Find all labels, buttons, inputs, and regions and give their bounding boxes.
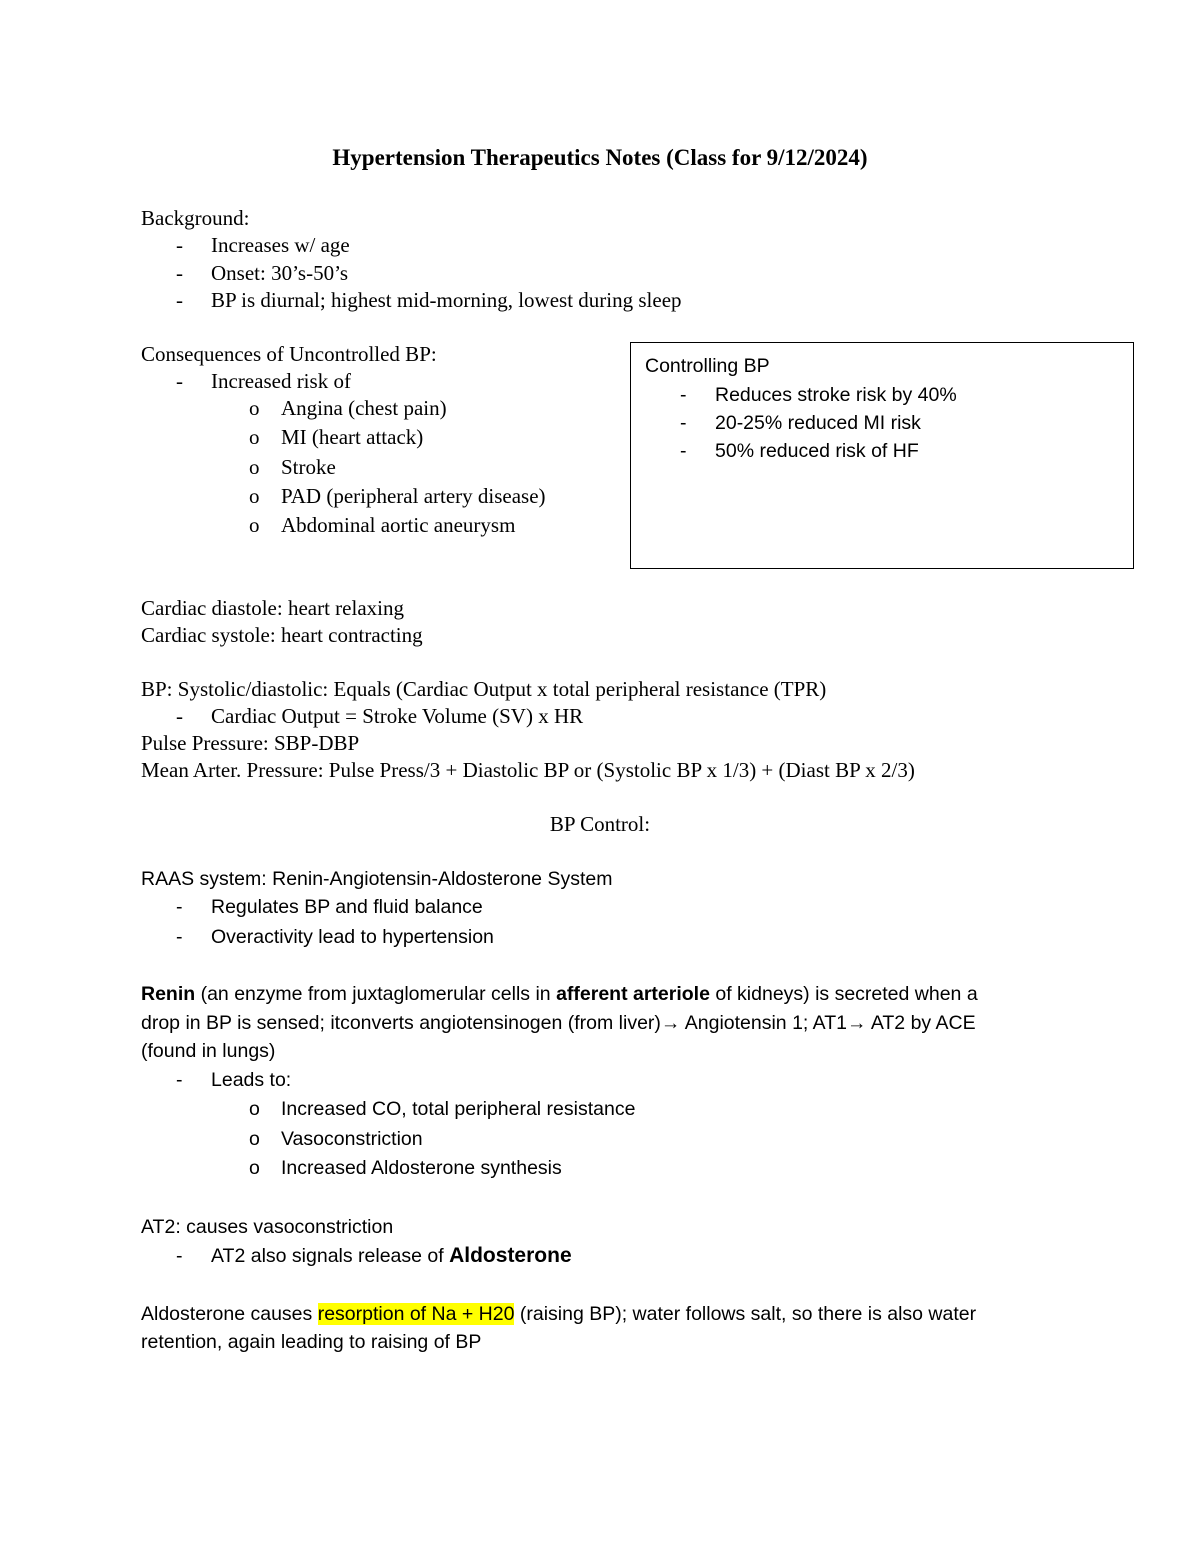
background-heading: Background: bbox=[141, 206, 250, 230]
pulse-pressure: Pulse Pressure: SBP-DBP bbox=[141, 731, 360, 755]
circle-bullet: o bbox=[249, 425, 260, 449]
list-item: - Increased risk of bbox=[141, 368, 351, 395]
list-item: - 20-25% reduced MI risk bbox=[645, 410, 921, 437]
dash-bullet: - bbox=[176, 261, 183, 285]
list-item: - Cardiac Output = Stroke Volume (SV) x HR bbox=[141, 703, 583, 730]
mean-arterial-pressure: Mean Arter. Pressure: Pulse Press/3 + Diastolic BP or (Systolic BP x 1/3) + (Diast BP x 2/3) bbox=[141, 758, 915, 782]
arrow-icon: → bbox=[660, 1012, 681, 1034]
list-item: - Regulates BP and fluid balance bbox=[141, 894, 483, 921]
aldosterone-line1: Aldosterone causes resorption of Na + H20 (raising BP); water follows salt, so there is also water bbox=[141, 1303, 977, 1325]
circle-bullet: o bbox=[249, 1128, 260, 1150]
cardiac-diastole: Cardiac diastole: heart relaxing bbox=[141, 596, 404, 620]
sub-list-item: o Angina (chest pain) bbox=[141, 395, 447, 422]
list-item: - BP is diurnal; highest mid-morning, lowest during sleep bbox=[141, 287, 682, 314]
dash-bullet: - bbox=[176, 926, 183, 948]
circle-bullet: o bbox=[249, 513, 260, 537]
cardiac-systole: Cardiac systole: heart contracting bbox=[141, 623, 423, 647]
sub-list-item: o Vasoconstriction bbox=[141, 1126, 423, 1153]
list-item: - Overactivity lead to hypertension bbox=[141, 924, 494, 951]
renin-paragraph-line3: (found in lungs) bbox=[141, 1040, 276, 1062]
dash-bullet: - bbox=[176, 1245, 183, 1267]
renin-paragraph-line2: drop in BP is sensed; itconverts angiotensinogen (from liver)→ Angiotensin 1; AT1→ AT2 by ACE bbox=[141, 1012, 976, 1034]
consequences-heading: Consequences of Uncontrolled BP: bbox=[141, 342, 437, 366]
sub-list-item: o PAD (peripheral artery disease) bbox=[141, 483, 546, 510]
list-item: - Increases w/ age bbox=[141, 232, 350, 259]
sub-list-item: o Increased CO, total peripheral resistance bbox=[141, 1096, 635, 1123]
sub-list-item: o MI (heart attack) bbox=[141, 424, 423, 451]
list-item: - AT2 also signals release of Aldosterone bbox=[141, 1242, 572, 1270]
at2-line: AT2: causes vasoconstriction bbox=[141, 1216, 394, 1238]
bp-control-heading: BP Control: bbox=[549, 812, 651, 836]
dash-bullet: - bbox=[176, 1069, 183, 1091]
list-item: - Reduces stroke risk by 40% bbox=[645, 382, 957, 409]
bp-definition: BP: Systolic/diastolic: Equals (Cardiac Output x total peripheral resistance (TPR) bbox=[141, 677, 827, 701]
list-item: - Onset: 30’s-50’s bbox=[141, 260, 348, 287]
dash-bullet: - bbox=[176, 896, 183, 918]
dash-bullet: - bbox=[176, 288, 183, 312]
sub-list-item: o Abdominal aortic aneurysm bbox=[141, 512, 515, 539]
highlighted-text: resorption of Na + H20 bbox=[317, 1303, 515, 1325]
dash-bullet: - bbox=[176, 233, 183, 257]
page-title: Hypertension Therapeutics Notes (Class for 9/12/2024) bbox=[332, 145, 868, 170]
circle-bullet: o bbox=[249, 396, 260, 420]
circle-bullet: o bbox=[249, 484, 260, 508]
dash-bullet: - bbox=[680, 384, 687, 406]
raas-heading: RAAS system: Renin-Angiotensin-Aldosterone System bbox=[141, 868, 613, 890]
circle-bullet: o bbox=[249, 1098, 260, 1120]
dash-bullet: - bbox=[176, 369, 183, 393]
controlling-bp-heading: Controlling BP bbox=[645, 355, 770, 377]
renin-paragraph-line1: Renin (an enzyme from juxtaglomerular cells in afferent arteriole of kidneys) is secreted when a bbox=[141, 983, 978, 1005]
dash-bullet: - bbox=[176, 704, 183, 728]
arrow-icon: → bbox=[847, 1012, 867, 1034]
list-item: - Leads to: bbox=[141, 1067, 291, 1094]
circle-bullet: o bbox=[249, 455, 260, 479]
aldosterone-line2: retention, again leading to raising of BP bbox=[141, 1331, 482, 1353]
dash-bullet: - bbox=[680, 412, 687, 434]
sub-list-item: o Increased Aldosterone synthesis bbox=[141, 1155, 562, 1182]
dash-bullet: - bbox=[680, 440, 687, 462]
list-item: - 50% reduced risk of HF bbox=[645, 438, 919, 465]
sub-list-item: o Stroke bbox=[141, 454, 336, 481]
circle-bullet: o bbox=[249, 1157, 260, 1179]
